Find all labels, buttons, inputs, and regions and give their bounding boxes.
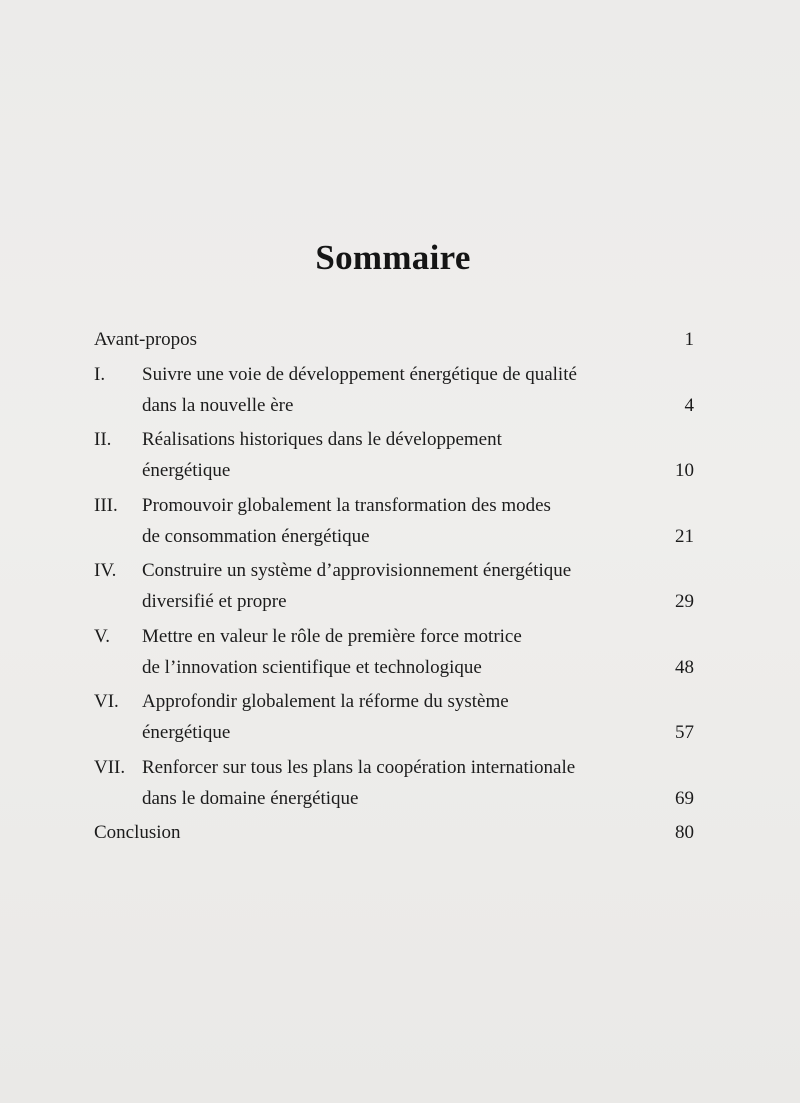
toc-entry-title-line1: Suivre une voie de développement énergétique de qualité — [142, 363, 577, 385]
toc-entry-title-line1: Renforcer sur tous les plans la coopération internationale — [142, 756, 576, 778]
toc-entry-title-line1: Construire un système d’approvisionnement énergétique — [142, 560, 572, 581]
toc-chapter-number: II. — [94, 429, 112, 450]
toc-entry-avant-propos[interactable] — [94, 324, 694, 355]
toc-entry-title-line1: Mettre en valeur le rôle de première force motrice — [142, 625, 522, 647]
toc-entry-ii[interactable] — [94, 424, 694, 486]
toc-entry-title-line2: énergétique — [142, 722, 231, 743]
toc-entry-title: Conclusion — [94, 822, 181, 843]
toc-entry-title-line2: dans le domaine énergétique — [142, 787, 359, 809]
toc-entry-title-line1: Approfondir globalement la réforme du système — [142, 691, 509, 712]
toc-page-number: 21 — [675, 525, 694, 547]
toc-entry-title-line2: énergétique — [142, 460, 231, 481]
toc-entry-title: Avant-propos — [94, 329, 198, 350]
toc-page-number: 29 — [675, 591, 694, 612]
toc-entry-title-line1: Réalisations historiques dans le développement — [142, 429, 502, 450]
toc-page-number: 48 — [675, 656, 694, 678]
toc-chapter-number: III. — [94, 494, 118, 516]
toc-chapter-number: I. — [94, 363, 106, 385]
toc-chapter-number: VII. — [94, 756, 126, 778]
toc-page-number: 80 — [675, 822, 694, 843]
table-of-contents — [94, 324, 694, 852]
toc-chapter-number: IV. — [94, 560, 117, 581]
toc-page-number: 69 — [675, 787, 694, 809]
toc-entry-i[interactable] — [94, 359, 694, 421]
toc-entry-title-line2: diversifié et propre — [142, 591, 287, 612]
toc-page-number: 10 — [675, 460, 694, 481]
toc-entry-title-line2: de consommation énergétique — [142, 525, 370, 547]
toc-entry-title-line2: dans la nouvelle ère — [142, 394, 294, 416]
toc-entry-vii[interactable] — [94, 752, 694, 814]
toc-entry-v[interactable] — [94, 621, 694, 683]
page-title: Sommaire — [315, 238, 471, 277]
toc-chapter-number: VI. — [94, 691, 119, 712]
toc-page-number: 57 — [675, 722, 694, 743]
toc-chapter-number: V. — [94, 625, 111, 647]
toc-page-number: 1 — [684, 329, 694, 350]
toc-page-number: 4 — [684, 394, 694, 416]
toc-entry-vi[interactable] — [94, 686, 694, 748]
toc-entry-iv[interactable] — [94, 555, 694, 617]
toc-entry-title-line2: de l’innovation scientifique et technologique — [142, 656, 482, 678]
toc-entry-conclusion[interactable] — [94, 817, 694, 848]
toc-entry-title-line1: Promouvoir globalement la transformation des modes — [142, 494, 551, 516]
toc-entry-iii[interactable] — [94, 490, 694, 552]
